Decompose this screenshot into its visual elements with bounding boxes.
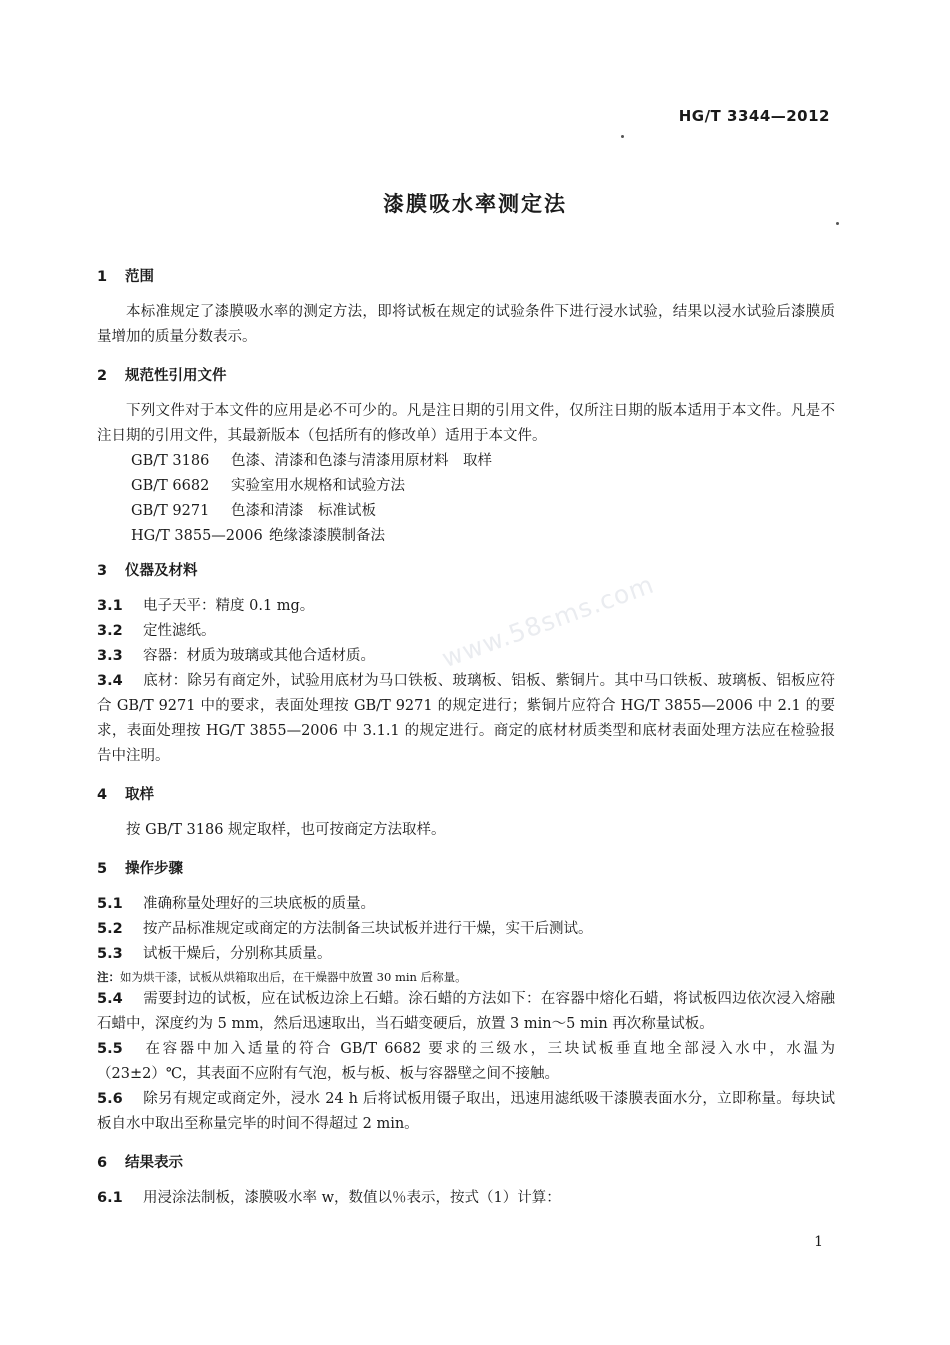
section-heading-6: 6 结果表示 (97, 1155, 183, 1171)
clause-5-1: 5.1 准确称量处理好的三块底板的质量。 (97, 896, 375, 912)
section-heading-5: 5 操作步骤 (97, 861, 183, 877)
clause-3-2: 3.2 定性滤纸。 (97, 623, 216, 639)
watermark: www.58sms.com (438, 569, 658, 674)
clause-5-4: 5.4 需要封边的试板，应在试板边涂上石蜡。涂石蜡的方法如下：在容器中熔化石蜡，将试板四边依次浸入熔融石蜡中，深度约为 5 mm，然后迅速取出，当石蜡变硬后，放置 3 min～5 min 再次称量试板。 (97, 991, 835, 1032)
clause-3-3: 3.3 容器：材质为玻璃或其他合适材质。 (97, 648, 375, 664)
scan-speck (836, 222, 839, 225)
section-heading-1: 1 范围 (97, 269, 154, 285)
note: 注：如为烘干漆，试板从烘箱取出后，在干燥器中放置 30 min 后称量。 (97, 970, 467, 984)
scan-speck (621, 135, 624, 138)
clause-5-5: 5.5 在容器中加入适量的符合 GB/T 6682 要求的三级水，三块试板垂直地全部浸入水中，水温为（23±2）℃，其表面不应附有气泡，板与板、板与容器壁之间不接触。 (97, 1041, 835, 1082)
section-2-paragraph: 下列文件对于本文件的应用是必不可少的。凡是注日期的引用文件，仅所注日期的版本适用于本文件。凡是不注日期的引用文件，其最新版本（包括所有的修改单）适用于本文件。 (97, 403, 835, 444)
normative-reference: GB/T 9271 色漆和清漆 标准试板 (131, 503, 376, 519)
section-1-paragraph: 本标准规定了漆膜吸水率的测定方法，即将试板在规定的试验条件下进行浸水试验，结果以浸水试验后漆膜质量增加的质量分数表示。 (97, 304, 835, 345)
normative-reference: HG/T 3855—2006 绝缘漆漆膜制备法 (131, 528, 385, 544)
clause-5-3: 5.3 试板干燥后，分别称其质量。 (97, 946, 332, 962)
page-number: 1 (814, 1234, 823, 1250)
normative-reference: GB/T 6682 实验室用水规格和试验方法 (131, 478, 405, 494)
section-heading-2: 2 规范性引用文件 (97, 368, 227, 384)
section-heading-3: 3 仪器及材料 (97, 563, 198, 579)
clause-3-1: 3.1 电子天平：精度 0.1 mg。 (97, 598, 315, 614)
clause-3-4: 3.4 底材：除另有商定外，试验用底材为马口铁板、玻璃板、铝板、紫铜片。其中马口铁板、玻璃板、铝板应符合 GB/T 9271 中的要求，表面处理按 GB/T 9271 的规定进行；紫铜片应符合 HG/T 3855—2006 中 2.1 的要求，表面处理按 HG/T 3855—2006 中 3.1.1 的规定进行。商定的底材材质类型和底材表面处理方法应在检验报告中注明。 (97, 673, 835, 764)
clause-5-2: 5.2 按产品标准规定或商定的方法制备三块试板并进行干燥，实干后测试。 (97, 921, 593, 937)
clause-5-6: 5.6 除另有规定或商定外，浸水 24 h 后将试板用镊子取出，迅速用滤纸吸干漆膜表面水分，立即称量。每块试板自水中取出至称量完毕的时间不得超过 2 min。 (97, 1091, 835, 1132)
document-body (97, 265, 835, 1211)
section-4-paragraph: 按 GB/T 3186 规定取样，也可按商定方法取样。 (126, 822, 446, 838)
standard-code: HG/T 3344—2012 (678, 107, 830, 125)
document-title: 漆膜吸水率测定法 (383, 192, 567, 216)
clause-6-1: 6.1 用浸涂法制板，漆膜吸水率 w，数值以％表示，按式（1）计算： (97, 1190, 561, 1206)
normative-reference: GB/T 3186 色漆、清漆和色漆与清漆用原材料 取样 (131, 453, 492, 469)
section-heading-4: 4 取样 (97, 787, 154, 803)
